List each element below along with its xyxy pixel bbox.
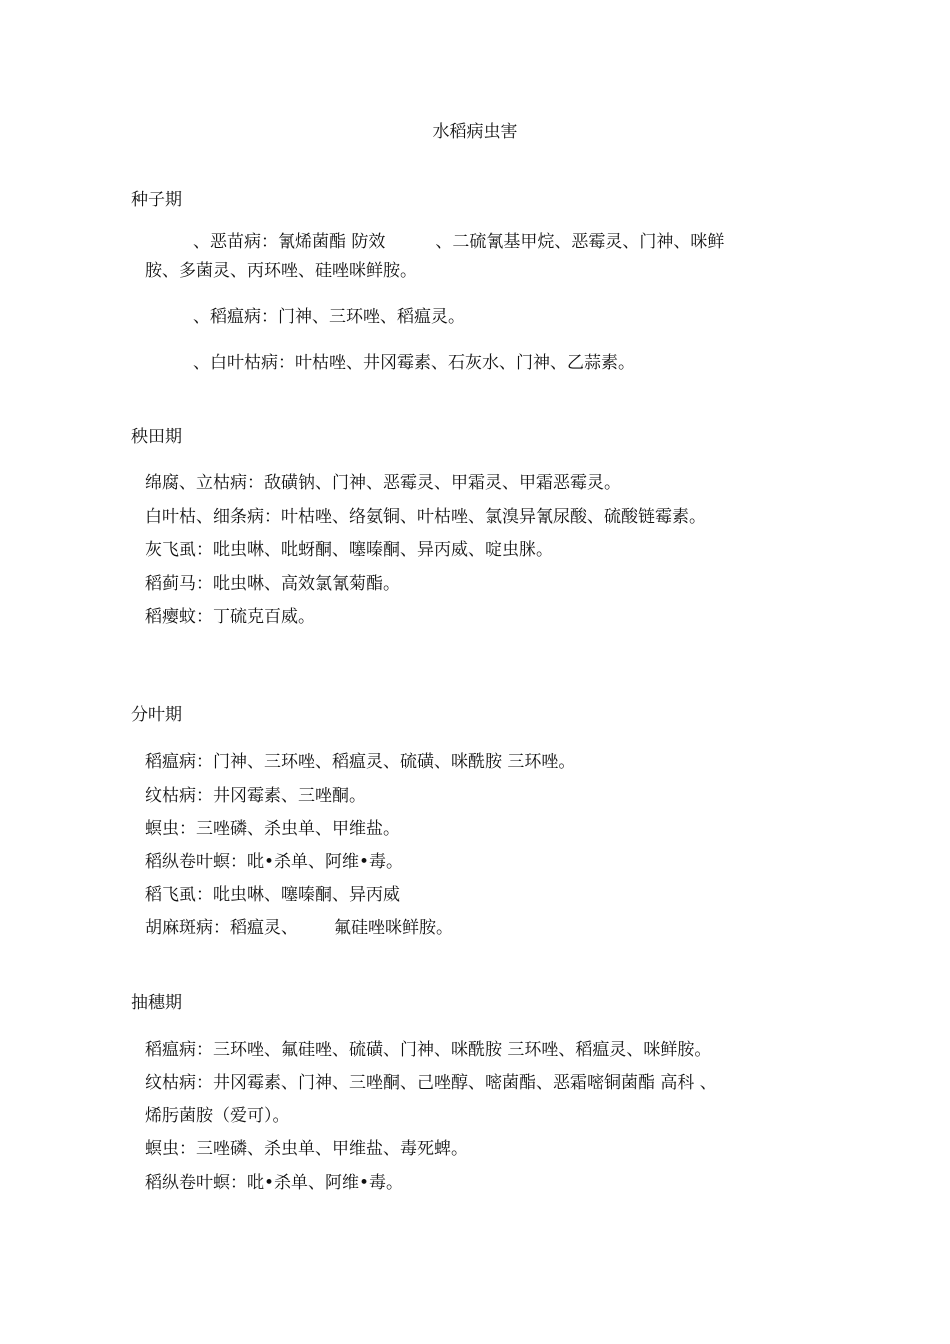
list-item: 螟虫：三唑磷、杀虫单、甲维盐。 [145, 819, 400, 839]
section-heading-seed: 种子期 [131, 190, 182, 210]
list-item-continuation: 烯肟菌胺（爱可）。 [145, 1106, 290, 1126]
list-item: 稻纵卷叶螟：吡•杀单、阿维•毒。 [145, 852, 404, 872]
list-item: 白叶枯、细条病：叶枯唑、络氨铜、叶枯唑、氯溴异氰尿酸、硫酸链霉素。 [145, 507, 706, 527]
list-item: 灰飞虱：吡虫啉、吡蚜酮、噻嗪酮、异丙威、啶虫脒。 [145, 540, 553, 560]
section-heading-heading-stage: 抽穗期 [131, 993, 182, 1013]
item-text: 胡麻斑病：稻瘟灵、 [145, 918, 298, 938]
list-item: 稻瘟病：三环唑、氟硅唑、硫磺、门神、咪酰胺 三环唑、稻瘟灵、咪鲜胺。 [145, 1040, 712, 1060]
list-item [193, 231, 724, 253]
list-item: 稻瘿蚊：丁硫克百威。 [145, 607, 315, 627]
list-item: 纹枯病：井冈霉素、三唑酮。 [145, 786, 366, 806]
list-item: 绵腐、立枯病：敌磺钠、门神、恶霉灵、甲霜灵、甲霜恶霉灵。 [145, 473, 621, 493]
list-item: 纹枯病：井冈霉素、门神、三唑酮、己唑醇、嘧菌酯、恶霜嘧铜菌酯 高科 、 [145, 1073, 717, 1093]
list-item: 、白叶枯病：叶枯唑、井冈霉素、石灰水、门神、乙蒜素。 [193, 353, 635, 373]
list-item: 稻瘟病：门神、三环唑、稻瘟灵、硫磺、咪酰胺 三环唑。 [145, 752, 576, 772]
list-item: 稻飞虱：吡虫啉、噻嗪酮、异丙威 [145, 885, 400, 905]
item-text: 氟硅唑咪鲜胺。 [334, 918, 453, 938]
list-item: 螟虫：三唑磷、杀虫单、甲维盐、毒死蜱。 [145, 1139, 468, 1159]
section-heading-tillering: 分叶期 [131, 705, 182, 725]
list-item: 稻纵卷叶螟：吡•杀单、阿维•毒。 [145, 1173, 404, 1193]
item-text: 、二硫氰基甲烷、恶霉灵、门神、咪鲜 [435, 232, 725, 252]
item-text: 、恶苗病：氰烯菌酯 防效 [193, 232, 386, 252]
list-item: 、稻瘟病：门神、三环唑、稻瘟灵。 [193, 307, 465, 327]
page-title: 水稻病虫害 [432, 122, 518, 142]
list-item: 稻蓟马：吡虫啉、高效氯氰菊酯。 [145, 574, 400, 594]
list-item [145, 917, 453, 939]
section-heading-seedbed: 秧田期 [131, 427, 182, 447]
list-item-continuation: 胺、多菌灵、丙环唑、硅唑咪鲜胺。 [145, 261, 417, 281]
